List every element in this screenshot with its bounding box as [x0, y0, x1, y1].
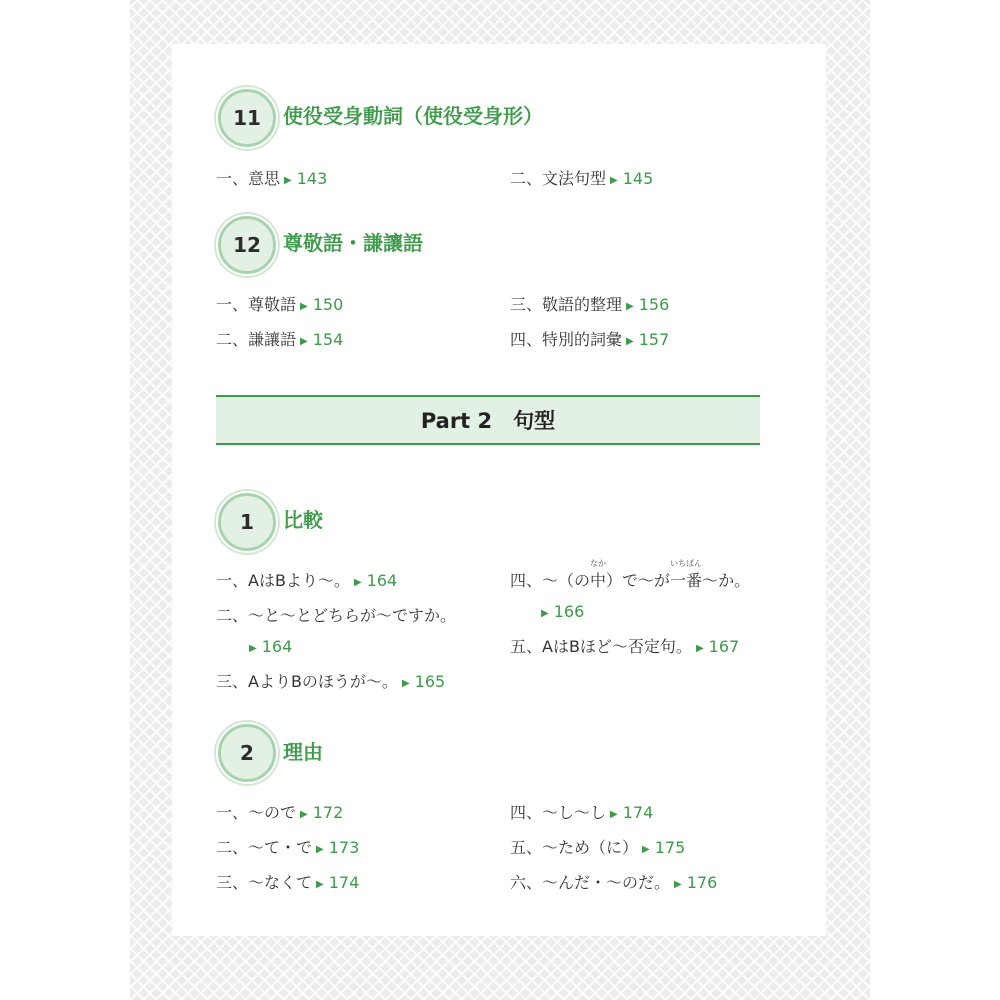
toc-entry[interactable]	[510, 294, 669, 319]
part-title: Part 2 句型	[420, 409, 556, 433]
page-number: 150	[312, 295, 344, 314]
toc-entry[interactable]	[510, 837, 685, 862]
page-number: 143	[296, 169, 328, 188]
triangle-right-icon: ▶	[300, 301, 308, 312]
toc-entry[interactable]	[216, 802, 343, 827]
page-number: 173	[328, 838, 360, 857]
toc-entry-label: 三、〜なくて	[216, 873, 313, 892]
furigana: いちばん	[670, 559, 703, 568]
ruby-base: 中	[590, 571, 607, 590]
triangle-right-icon: ▶	[300, 336, 308, 347]
toc-entry[interactable]	[216, 837, 359, 862]
chapter-number-badge	[218, 724, 276, 782]
chapter-title[interactable]: 尊敬語・謙讓語	[283, 231, 423, 255]
toc-entry-label: 三、敬語的整理	[510, 295, 623, 314]
toc-entry-label: 一、〜ので	[216, 803, 297, 822]
triangle-right-icon: ▶	[284, 175, 292, 186]
page-number: 166	[553, 602, 585, 621]
chapter-number: 11	[233, 106, 261, 130]
ruby-base: 一番	[670, 571, 703, 590]
furigana: なか	[590, 559, 607, 568]
toc-entry-label: 三、AよりBのほうが〜。	[216, 672, 398, 691]
page-number: 172	[312, 803, 344, 822]
toc-entry-continuation[interactable]	[245, 636, 292, 661]
toc-entry[interactable]	[216, 168, 327, 193]
triangle-right-icon: ▶	[610, 809, 618, 820]
triangle-right-icon: ▶	[674, 879, 682, 890]
page-number: 145	[622, 169, 654, 188]
page-number: 174	[622, 803, 654, 822]
chapter-number-badge	[218, 216, 276, 274]
toc-entry-label: 五、〜ため（に）	[510, 838, 639, 857]
toc-entry-label: 五、AはBほど〜否定句。	[510, 637, 692, 656]
toc-entry[interactable]	[510, 168, 653, 193]
part-header-banner	[216, 395, 760, 445]
triangle-right-icon: ▶	[695, 643, 704, 654]
toc-entry[interactable]	[510, 802, 653, 827]
page-number: 167	[708, 637, 740, 656]
toc-entry[interactable]	[216, 872, 359, 897]
page-number: 157	[638, 330, 670, 349]
chapter-title[interactable]: 使役受身動詞（使役受身形）	[283, 104, 543, 128]
toc-entry-label: 四、〜（の	[510, 571, 591, 590]
toc-entry-label: 二、〜て・で	[216, 838, 313, 857]
toc-entry-label: 〜か。	[702, 571, 751, 590]
toc-entry-label: ）で〜が	[606, 571, 671, 590]
triangle-right-icon: ▶	[249, 643, 257, 654]
toc-entry[interactable]	[510, 872, 717, 897]
triangle-right-icon: ▶	[642, 844, 650, 855]
toc-entry-label: 四、〜し〜し	[510, 803, 607, 822]
triangle-right-icon: ▶	[626, 336, 634, 347]
page-number: 154	[312, 330, 344, 349]
toc-entry-label: 一、意思	[216, 169, 281, 188]
page-number: 164	[261, 637, 293, 656]
page-number: 165	[414, 672, 446, 691]
page-number: 175	[654, 838, 686, 857]
toc-entry[interactable]	[510, 636, 739, 661]
ruby-word	[670, 559, 703, 592]
page-number: 174	[328, 873, 360, 892]
toc-entry[interactable]	[216, 329, 343, 354]
triangle-right-icon: ▶	[401, 678, 410, 689]
toc-entry-label: 二、文法句型	[510, 169, 607, 188]
triangle-right-icon: ▶	[610, 175, 618, 186]
triangle-right-icon: ▶	[353, 577, 362, 588]
ruby-word	[590, 559, 607, 592]
chapter-title[interactable]: 理由	[283, 740, 323, 764]
triangle-right-icon: ▶	[541, 608, 549, 619]
toc-entry-continuation[interactable]	[537, 601, 584, 626]
toc-entry-label: 四、特別的詞彙	[510, 330, 623, 349]
toc-entry-label: 一、AはBより〜。	[216, 571, 350, 590]
page-number: 156	[638, 295, 670, 314]
toc-entry[interactable]	[216, 294, 343, 319]
toc-entry[interactable]	[216, 605, 456, 627]
triangle-right-icon: ▶	[316, 879, 324, 890]
toc-entry-label: 二、謙讓語	[216, 330, 297, 349]
page-number: 176	[686, 873, 718, 892]
toc-entry[interactable]	[510, 329, 669, 354]
chapter-number: 1	[240, 510, 254, 534]
toc-entry-label: 六、〜んだ・〜のだ。	[510, 873, 671, 892]
chapter-number-badge	[218, 493, 276, 551]
toc-entry-label: 一、尊敬語	[216, 295, 297, 314]
toc-entry[interactable]	[510, 559, 751, 592]
triangle-right-icon: ▶	[316, 844, 324, 855]
triangle-right-icon: ▶	[626, 301, 634, 312]
chapter-number: 12	[233, 233, 261, 257]
toc-entry-label: 二、〜と〜とどちらが〜ですか。	[216, 606, 457, 625]
chapter-number-badge	[218, 89, 276, 147]
toc-entry[interactable]	[216, 570, 397, 595]
triangle-right-icon: ▶	[300, 809, 308, 820]
chapter-title[interactable]: 比較	[283, 508, 323, 532]
toc-entry[interactable]	[216, 671, 445, 696]
page-number: 164	[366, 571, 398, 590]
chapter-number: 2	[240, 741, 254, 765]
